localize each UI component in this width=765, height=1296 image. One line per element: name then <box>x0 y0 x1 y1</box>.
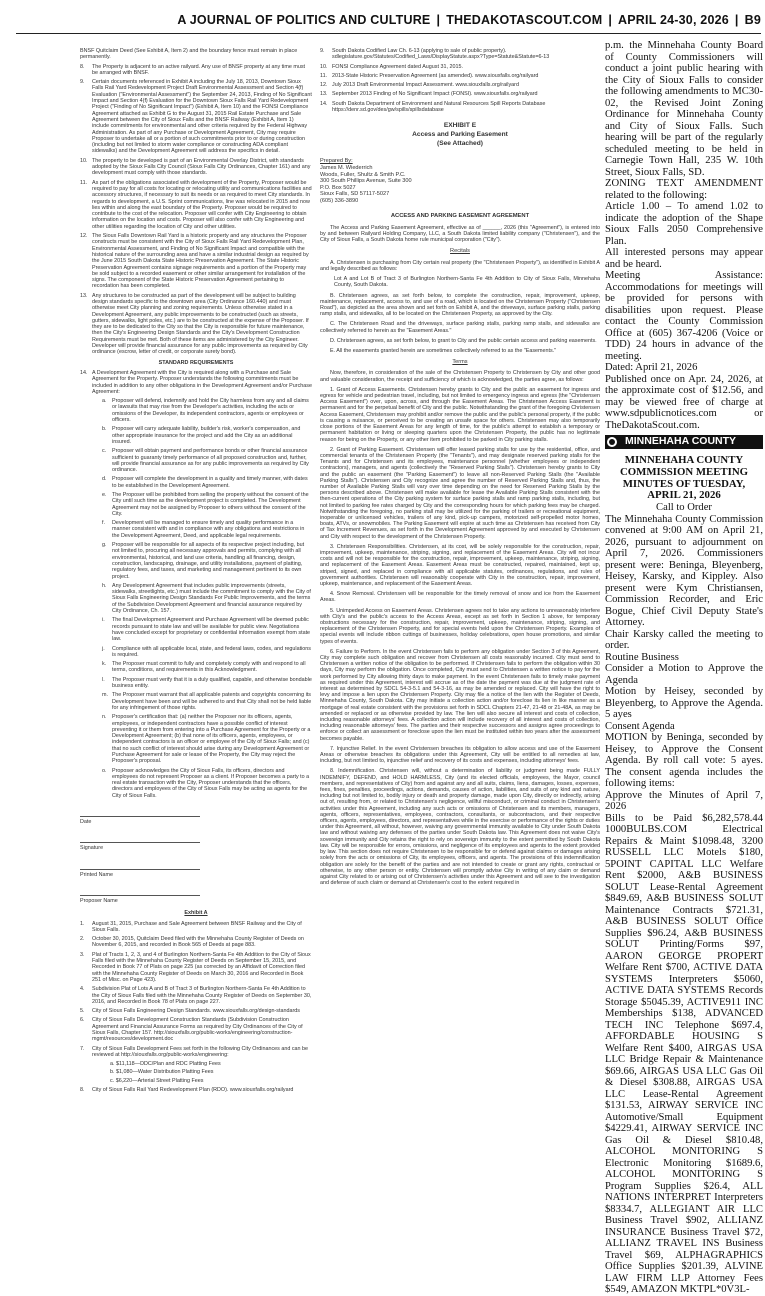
item-number: g. <box>102 542 107 549</box>
list-item <box>320 91 600 97</box>
standard-requirements-heading: STANDARD REQUIREMENTS <box>158 359 234 366</box>
list-item <box>80 180 312 230</box>
list-item <box>102 583 312 614</box>
minutes-paragraph: Consider a Motion to Approve the Agenda <box>605 663 763 686</box>
fee-items <box>80 1061 312 1093</box>
agreement-intro: The Access and Parking Easement Agreement, effective as of ______, 2026 (this "Agreement"), is entered into by and between Railyard Holding Company, LLC, a South Dakota limited liability company ("Christensen"), and the City of Sioux Falls, a South Dakota home rule municipal corporation ("City"). <box>320 224 600 244</box>
item-number: a. <box>102 398 107 405</box>
notice-paragraph: Published once on Apr. 24, 2026, at the approximate cost of $12.56, and may be viewed free of charge at www.sdpublicnotices.com or TheDakotaScout.com. <box>605 373 763 431</box>
term-paragraph: 4. Snow Removal. Christensen will be responsible for the timely removal of snow and ice from the Easement Areas. <box>320 591 600 604</box>
notice-paragraph: ZONING TEXT AMENDMENT related to the following: <box>605 178 763 201</box>
call-to-order-heading: Call to Order <box>656 502 712 514</box>
list-item <box>80 952 312 983</box>
term-paragraph: 3. Christensen Responsibilities. Christensen, at its cost, will be solely responsible for the construction, repair, improvement, upkeep, maintenance, striping, signing, and replacement of the Easement Areas. City will not incur costs and will not be responsible for the construction, repair, improvement, upkeep, maintenance, striping, signing, and replacement of the Easement Areas. Easement Areas must be constructed, repaired, maintained, kept up, striped, signed, and replaced in compliance with all applicable statutes, ordinances, regulations, and rules of government authorities. Christensen will reasonably cooperate with City in the construction, repair, improvement, upkeep, maintenance, and replacement of the Easement Areas. <box>320 543 600 587</box>
list-item <box>80 158 312 177</box>
notice-paragraph: Article 1.00 – To amend 1.02 to indicate the adoption of the Shape Sioux Falls 2050 Comprehensive Plan. <box>605 201 763 247</box>
term-paragraph: 7. Injunctive Relief. In the event Christensen breaches its obligation to allow access and use of the Easement Areas or otherwise breaches its obligations under this Agreement, City will be entitled to all remedies at law, including, but not limited to, injunctive relief and recovery of its costs and expenses, including attorneys' fees. <box>320 745 600 765</box>
page-number: B9 <box>744 13 761 27</box>
list-item <box>102 646 312 659</box>
exhibit-a-heading: Exhibit A <box>184 910 208 917</box>
signature-block <box>80 805 312 904</box>
list-item <box>80 1087 312 1093</box>
signature-label: Printed Name <box>80 871 113 878</box>
prepared-by-line: James M. Wiederrich <box>320 164 373 171</box>
document-middle-column <box>320 48 600 1128</box>
item-text: The Proposer must warrant that all applicable patents and copyrights concerning its Development have been and will be adhered to and that City shall not be held liable for any infringement of those rights. <box>112 692 312 711</box>
item-text: Proposer acknowledges the City of Sioux Falls, its officers, directors and employees do not represent Proposer as a client. If Proposer becomes a party to a real estate transaction with the City, Proposer understands that the officers, directors and employees of the City of Sioux Falls may be acting as agents for the City of Sioux Falls. <box>112 767 310 799</box>
item-text: October 30, 2015, Quitclaim Deed filed with the Minnehaha County Register of Deeds on November 6, 2015, and recorded in Book 565 of Deeds at page 883. <box>92 936 304 949</box>
item-number: 8. <box>80 63 85 70</box>
item-text: Proposer will defend, indemnify and hold the City harmless from any and all claims or lawsuits that may rise from the Developer's activities, including the acts or omissions of the Developer, its independent contractors, agents or employees or officers. <box>112 398 309 424</box>
list-item <box>80 64 312 77</box>
public-notices-column <box>605 40 763 1296</box>
item-text: The Proposer will be prohibited from selling the property without the consent of the City until such time as the development project is completed. The Development Agreement may not be assigned by Proposer to others without the consent of the City. <box>112 492 309 517</box>
fee-line: a. $11,118—DDC/Plan and RDC Platting Fees <box>110 1061 221 1068</box>
prepared-by-line: Woods, Fuller, Shultz & Smith P.C. <box>320 171 406 178</box>
item-text: July 2013 Draft Environmental Impact Assessment. www.siouxfalls.org/railyard <box>332 82 519 89</box>
agreement-title: ACCESS AND PARKING EASEMENT AGREEMENT <box>390 212 530 219</box>
recital-paragraph: B. Christensen agrees, as set forth below, to complete the construction, repair, improvement, upkeep, maintenance, replacement, access to, and use of a road, which is located on the Christensen Property ("Christensen Road"), as depicted as the area shown and set forth on Exhibit A, and the driveways, surface parking stalls, parking ramp stalls, and sidewalks, all to be located on the Christensen Property, as approved by the City. <box>320 292 600 318</box>
exhibit-a-items <box>80 921 312 1059</box>
item-number: i. <box>102 617 105 624</box>
notice-paragraph: p.m. the Minnehaha County Board of County Commissioners will conduct a joint public hearing with the City of Sioux Falls to consider the following amendments to MC30-02, the Revised Joint Zoning Ordinance for Minnehaha County and City of Sioux Falls. Such hearing will be part of the regularly scheduled meeting to be held in Carnegie Town Hall, 235 W. 10th Street, Sioux Falls, SD. <box>605 40 763 178</box>
list-item <box>80 1008 312 1014</box>
page-header <box>16 8 761 32</box>
list-item <box>102 714 312 764</box>
meeting-minutes-title: MINNEHAHA COUNTY COMMISSION MEETING MINUTES OF TUESDAY, APRIL 21, 2026 <box>619 454 749 502</box>
list-item <box>102 542 312 580</box>
item-number: 12. <box>320 82 328 89</box>
term-paragraph: 8. Indemnification. Christensen will, without a determination of liability or judgment being made FULLY INDEMNIFY, DEFEND, and HOLD HARMLESS, City (and its elected officials, employees, the Mayor, council members, and representatives of City) from and against any and all suits, claims, liens, damages, losses, expenses, fees, fines, penalties, proceedings, actions, demands, causes of action, liabilities, and suits of any kind and nature, including but not limited to, bodily injury or death and property damage, made upon City, directly or indirectly, arising out of, resulting from, or related to Christensen's negligence, willful misconduct, or criminal conduct in Christensen's activities under this Agreement, including any such acts or omissions of Christensen and its members, managers, agents, officers, representatives, employees, contractors, consultants, or subcontractors, and their respective officers, agents, employees, directors, and representatives while in the exercise or performance of the rights or duties under this Agreement, all without, however, waiving any governmental immunity available to City under South Dakota law and without waiving any defenses of the parties under South Dakota law. This Agreement does not waive City's sovereign immunity and City retains the right to rely on sovereign immunity to the extent permitted by South Dakota law. City will be responsible for errors, omissions, and negligence of its employees and agents to the extent provided by law. This section does not require Christensen to be responsible for or defend against claims or damages arising solely from the acts or omissions of City, its employees, officers, and agents. The provisions of this indemnification obligation are solely for the benefit of the parties and are not intended to create or grant any rights, contractual or otherwise, to any other person or entity. Christensen will promptly advise City in writing of any claim or demand against City related to or arising out of Christensen's activities under this Agreement and will see to the investigation and defense of such claim or demand at Christensen's cost to the extent required in <box>320 768 600 887</box>
site-name: THEDAKOTASCOUT.COM <box>446 13 603 27</box>
item-number: 3. <box>80 951 85 958</box>
header-separator: | <box>734 13 739 27</box>
recitals-heading: Recitals <box>450 248 470 255</box>
list-item <box>102 520 312 539</box>
left-top-text: BNSF Quitclaim Deed (See Exhibit A, Item 2) and the boundary fence must remain in place permanently. <box>80 48 298 61</box>
term-paragraph: 1. Grant of Access Easements. Christensen hereby grants to City and the public an easement for ingress and egress for vehicle and pedestrian travel, including, but not limited to emergency ingress and egress (the "Christensen Access Easement") over, upon, across, and through the Easement Areas. The Christensen Access Easement is permanent and for the perpetual benefit of City and the public. Notwithstanding the grant of the foregoing Christensen Access Easement, Christensen may prohibit and/or remove the public and the public's personal property, if the public is causing a nuisance, or perceived to be creating an unsafe space for others. Christensen may also temporarily close portions of the Easement Areas for any length of time, for the public's attempt to establish a temporary or permanent habitation or living or sleeping quarters upon the Christensen Property, the public has no legitimate reason for being on the Property, or any other item prohibited to be parked in City parking stalls. <box>320 386 600 443</box>
item-text: Proposer's certification that: (a) neither the Proposer nor its officers, agents, employees, or independent contractors have a possible conflict of interest preventing it or them from entering into a Purchase Agreement for the Property or a Development Agreement; (b) that none of its officers, agents, employees, or independent contractors is an officer or employee of the City of Sioux Falls; and (c) that no such conflict of interest should arise during any Development Agreement or Purchase Agreement for sale or lease of the Property, the City may reject the Proposer's proposal. <box>112 714 311 765</box>
item-number: o. <box>102 767 107 774</box>
signature-line <box>80 884 200 896</box>
item-number: 8. <box>80 1087 85 1094</box>
item-text: South Dakota Codified Law Ch. 6-13 (applying to sale of public property). sdlegislature.gov/Statutes/Codified_Laws/DisplayStatute.aspx?Type=Statute&Statute=6-13 <box>332 48 550 61</box>
item-number: 14. <box>80 369 88 376</box>
publication-tagline: A JOURNAL OF POLITICS AND CULTURE <box>177 13 431 27</box>
recital-paragraph: C. The Christensen Road and the driveways, surface parking stalls, parking ramp stalls, and sidewalks are collectively referred to herein as the "Easement Areas." <box>320 321 600 334</box>
prepared-by-line: Prepared By: <box>320 158 353 165</box>
list-item <box>320 101 600 114</box>
terms-heading: Terms <box>452 359 468 366</box>
item-text: Plat of Tracts 1, 2, 3, and 4 of Burlington Northern-Santa Fe 4th Addition to the City of Sioux Falls filed with the Minnehaha County Register of Deeds on September 15, 2015, and Recorded in Book 77 of Plats on page 225 (as corrected by an Affidavit of Correction filed with the Minnehaha County Register of Deeds on March 30, 2016 and Recorded in Book 251 of Misc. on Page 423). <box>92 951 311 983</box>
item-text: Certain documents referenced in Exhibit A including the July 18, 2013, Downtown Sioux Falls Rail Yard Redevelopment Project Draft Environmental Assessment and Section 4(f) Evaluation ("Environmental Assessment") the September 24, 2013, Finding of No Significant Impact and Section 4(f) Evaluation for the Downtown Sioux Falls Rail Yard Redevelopment Project ("Finding of No Significant Impact") (Exhibit A, Item 10) and the FONSI Compliance Agreement attached as Exhibit G to the August 31, 2015 Rail Estate Purchase and Sale Agreement between the City of Sioux Falls and the BNSF Railway (Exhibit A, Item 1) include commitments for environmental and other criteria required by the Federal Highway Administration. As part of any Purchase or Development Agreement, City may require Proposer to undertake all or a portion of such commitments prior to or during construction (including but not limited to storm water compliance or constructing ADA compliant sidewalks) and the Development Agreement will address the specifics in detail. <box>92 79 312 155</box>
list-item <box>102 617 312 642</box>
minutes-paragraph: Bills to be Paid $6,282,578.44 1000BULBS.COM Electrical Repairs & Maint $1098.48, 3200 RUSSELL LLC Motels $180, 5POINT CAPITAL LLC Welfare Rent $2000, A&B BUSINESS SOLUT Lease-Rental Agreement $849.69, A&B BUSINESS SOLUT Maintenance Contracts $721.31, A&B BUSINESS SOLUT Office Supplies $96.24, A&B BUSINESS SOLUT Printing/Forms $97, AARON GEORGE PROPERT Welfare Rent $700, ACTIVE DATA SYSTEMS Interpreters $5060, ACTIVE DATA SYSTEMS Records Storage $5045.39, ACTIVE911 INC Memberships $138, ADVANCED TECH INC Telephone $697.4, AFFORDABLE HOUSING S Welfare Rent $400, AIRGAS USA LLC Bridge Repair & Maintenance $69.66, AIRGAS USA LLC Gas Oil & Diesel $308.88, AIRGAS USA LLC Lease-Rental Agreement $131.53, AIRWAY SERVICE INC Automotive/Small Equipment $4229.41, AIRWAY SERVICE INC Gas Oil & Diesel $810.48, ALCOHOL MONITORING S Electronic Monitoring $1689.6, ALCOHOL MONITORING S Program Supplies $26.4, ALL NATIONS INTERPRET Interpreters $8334.7, ALLEGIANT AIR LLC Business Travel $902, ALLIANZ INSURANCE Business Travel $72, ALLIANZ TRAVEL INS Business Travel $69, ALPHAGRAPHICS Office Supplies $201.39, ALVINE LAW FIRM LLP Attorney Fees $549, AMAZON MKTPL*0V3L- <box>605 812 763 1296</box>
list-item <box>320 48 600 61</box>
item-text: City of Sioux Falls Development Construction Standards (Subdivision Construction Agreement and Financial Assurance Forms as required by City Ordinances of the City of Sioux Falls, Chapter 157. http://siouxfalls.org/public-works/engineering/construction-mgmt/resources/development.doc <box>92 1017 303 1043</box>
minutes-paragraph: Approve the Minutes of April 7, 2026 <box>605 789 763 813</box>
item-number: 2. <box>80 936 85 943</box>
prepared-by-line: Sioux Falls, SD 57117-5027 <box>320 191 390 198</box>
term-paragraph: 6. Failure to Perform. In the event Christensen fails to perform any obligation under Section 3 of this Agreement, City may complete such obligation and recover from Christensen all costs reasonably incurred. City must send to Christensen a written notice of the obligation to be performed. If Christensen fails to perform the obligation within 30 days, City may perform the obligation. Once completed, City must send to Christensen a written notice to pay for the work performed by City allowing thirty days to make payment. In the event Christensen fails to timely make payment as required under this Agreement, interest will accrue as of the date the payment was due at the judgment rate of interest as determined by SDCL 54-3-5.1 and 54-3-16, as may be amended or replaced. City will have the right to levy and impose a lien upon the Christensen Property. City may file a notice of the lien with the Register of Deeds, Minnehaha County, South Dakota. City may initiate a collection action and/or foreclose its lien in like manner as a mortgage of real estate consistent with the provisions set forth in SDCL Chapters 21-47, 21-48 or 21-48A, as may be amended or replaced or as otherwise provided by law. The lien will also secure all interest and costs of collection, including reasonable attorneys' fees. A collection action will include recovery of all interest and costs of collection, including reasonable attorneys' fees. The parties and their respective successors and assigns agree proceedings to enforce or collect an assessment or foreclose upon the lien must be instituted within two years after the assessment becomes payable. <box>320 648 600 742</box>
item-number: e. <box>102 492 107 498</box>
list-item <box>80 233 312 290</box>
list-item <box>102 492 312 517</box>
item-number: 1. <box>80 920 85 927</box>
item-text: City of Sioux Falls Engineering Design Standards. www.siouxfalls.org/design-standards <box>92 1008 300 1015</box>
list-item <box>320 82 600 88</box>
county-seal-icon <box>605 435 619 449</box>
prepared-by-line: P.O. Box 5027 <box>320 184 356 191</box>
minutes-paragraph: Routine Business <box>605 651 679 663</box>
exhibit-e-title: EXHIBIT E <box>443 122 477 130</box>
item-text: Development will be managed to ensure timely and quality performance in a manner consistent with and in compliance with any obligations and restrictions in the Development Agreement, Deed, and applicable legal requirements. <box>112 520 305 539</box>
signature-line <box>80 831 200 843</box>
recital-paragraph: A. Christensen is purchasing from City certain real property (the "Christensen Property"), as identified in Exhibit A and legally described as follows: <box>320 259 600 272</box>
item-number: 4. <box>80 986 85 993</box>
fee-line: b. $1,080—Water Distribution Platting Fees <box>110 1069 214 1076</box>
item-text: Proposer will obtain payment and performance bonds or other financial assurance sufficient to guaranty timely performance of all proposed construction and, further, will provide financial assurance as for any public improvements as required by City ordinance. <box>112 448 309 474</box>
middle-numbered-items <box>320 48 600 113</box>
notice-paragraph: Meeting Assistance: Accommodations for meetings will be provided for persons with disabilities upon request. Please contact the County Commission Office at (605) 367-4206 (Voice or TDD) 24 hours in advance of the meeting. <box>605 270 763 362</box>
item-text: The Proposer must commit to fully and completely comply with and respond to all terms, conditions, and requirements in this Acknowledgment. <box>112 661 306 674</box>
terms-list <box>320 387 600 886</box>
item-text: FONSI Compliance Agreement dated August 31, 2015. <box>332 63 463 70</box>
item-number: 10. <box>80 157 88 164</box>
prepared-by-block <box>320 158 600 204</box>
exhibit-e-note: (See Attached) <box>437 140 483 148</box>
list-item <box>80 370 312 395</box>
item-text: A Development Agreement with the City is required along with a Purchase and Sale Agreement for the Property. Proposer understands the following commitments must be included in addition to any other obligations in the Development Agreement and/or Purchase Agreement: <box>92 369 312 395</box>
recital-paragraph: Lot A and Lot B of Tract 3 of Burlington Northern-Santa Fe 4th Addition to City of Sioux Falls, Minnehaha County, South Dakota. <box>334 276 600 289</box>
item-number: b. <box>102 426 107 433</box>
list-item <box>102 476 312 489</box>
header-rule <box>16 33 761 34</box>
list-item <box>320 64 600 70</box>
exhibit-e-subtitle: Access and Parking Easement <box>412 131 508 139</box>
item-number: f. <box>102 520 105 527</box>
minutes-paragraph: The Minnehaha County Commission convened at 9:00 AM on April 21, 2026, pursuant to adjournment on April 7, 2026. Commissioners present were: Beninga, Bleyenberg, Heisey, Karsky, and Kippley. Also present were Kym Christiansen, Commission Recorder, and Eric Bogue, Chief Civil Deputy State's Attorney. <box>605 513 763 629</box>
item-number: 13. <box>80 292 88 299</box>
signature-line <box>80 805 200 817</box>
term-paragraph: 5. Unimpeded Access on Easement Areas. Christensen agrees not to take any actions to unreasonably interfere with City's and the public's access to the Access Areas, except as set forth in Section 1 above, for temporary obstructions necessary for the construction, repair, improvement, upkeep, maintenance, striping, signing, and replacement of the Christensen Property, and for special events held upon the Christensen Property. Examples of special events will include ribbon cuttings of businesses, holiday celebrations, open house promotions, and similar types of events. <box>320 607 600 645</box>
prepared-by-line: (605) 336-3890 <box>320 197 359 204</box>
recital-paragraph: D. Christensen agrees, as set forth below, to grant to City and the public certain access and parking easements. <box>330 337 597 344</box>
item-number: 13. <box>320 91 328 98</box>
item-text: Subdivision Plat of Lots A and B of Tract 3 of Burlington Northern-Santa Fe 4th Addition to the City of Sioux Falls filed with the Minnehaha County Register of Deeds on September 30, 2016, and Recorded in Book 78 of Plats on page 227. <box>92 986 312 1005</box>
item-number: k. <box>102 661 107 668</box>
item-text: South Dakota Department of Environment and Natural Resources Spill Reports Database https://denr.sd.gov/des/gw/spills/spillsdatabase <box>332 100 546 114</box>
list-item <box>102 661 312 674</box>
header-separator: | <box>608 13 613 27</box>
item-number: 10. <box>320 63 328 70</box>
recitals-list <box>320 260 600 354</box>
left-sub-items <box>80 398 312 799</box>
list-item <box>102 768 312 799</box>
prepared-by-line: 300 South Phillips Avenue, Suite 300 <box>320 178 412 185</box>
item-text: September 2013 Finding of No Significant Impact (FONSI). www.siouxfalls.org/railyard <box>332 91 538 98</box>
item-number: 7. <box>80 1045 85 1052</box>
list-item <box>80 921 312 934</box>
item-number: d. <box>102 476 107 483</box>
item-number: 6. <box>80 1017 85 1024</box>
issue-date: APRIL 24-30, 2026 <box>618 13 729 27</box>
item-text: Any Development Agreement that includes public improvements (streets, sidewalks, streetlights, etc.) must include the commitment to comply with the City of Sioux Falls Engineering Design Standards For Public Improvements, and the terms of the Subdivision Development Agreement and financial assurance required by City Ordinance, Ch. 157. <box>112 582 311 615</box>
document-left-column <box>80 48 312 1128</box>
item-text: Proposer will be responsible for all aspects of its respective project including, but not limited to, procuring all necessary approvals and permits, complying with all environmental, historical, and land use criteria, handling all financing, design, construction, landscaping, drainage, and utility installations, payment of platting, regulatory fees, and taxes, and marketing and management pertinent to its own project. <box>112 542 305 580</box>
signature-label: Proposer Name <box>80 897 118 904</box>
item-text: The Sioux Falls Downtown Rail Yard is a historic property and any structures the Proposer constructs must be consistent with the City of Sioux Falls Rail Yard Redevelopment Plan, Environmental Assessment, and Finding of No Significant Impact and compatible with the historical nature of the surrounding area and have a similar industrial design as required by the June 2015 South Dakota State Historic Preservation Agreement. The State Historic Preservation Agreement contains signage requirements and a portion of the Property may be sold subject to a recorded easement or other similar arrangement for installation of the signs. The component of the State Historic Preservation Agreement pertaining to recordation has been completed. <box>92 233 309 290</box>
list-item <box>80 1046 312 1059</box>
list-item <box>80 936 312 949</box>
item-text: As part of the obligations associated with development of the Property, Proposer would be required to pay for all costs for locating or relocating utility and communications facilities and accessory structures, if necessary to suit its needs or as required to meet City standards. In regards to development, a U.S. Sprint communications, line was relocated in 2015 and now lies within and along the east boundary of the Property. Proposer would be required to contribute to the cost of the relocation. Proposer will confer with City Engineering to obtain information on the location and costs. Proposer will also confer with City Engineering and other utilities regarding the location of City and other utilities. <box>92 179 312 230</box>
signature-label: Date <box>80 819 92 826</box>
item-text: August 31, 2015, Purchase and Sale Agreement between BNSF Railway and the City of Sioux Falls. <box>92 920 302 933</box>
list-item <box>80 293 312 356</box>
item-number: m. <box>102 692 108 699</box>
list-item <box>102 677 312 690</box>
item-number: 5. <box>80 1008 85 1015</box>
item-number: 9. <box>80 79 85 86</box>
item-text: The Property is adjacent to an active railyard. Any use of BNSF property at any time must be arranged with BNSF. <box>92 63 306 76</box>
item-text: The property to be developed is part of an Environmental Overlay District, with standards adopted by the Sioux Falls City Council (Sioux Falls City Ordinances, Chapter 161) and any development must comply with those standards. <box>92 157 311 177</box>
list-item <box>102 448 312 473</box>
meeting-minutes-body <box>605 514 763 1296</box>
list-item <box>320 73 600 79</box>
item-number: j. <box>102 645 105 652</box>
item-text: Proposer will carry adequate liability, builder's risk, worker's compensation, and other appropriate insurance for the project and add the City as an additional insured. <box>112 426 301 445</box>
item-text: The Proposer must verify that it is a duly qualified, capable, and otherwise bondable business entity. <box>112 676 312 690</box>
list-item <box>80 79 312 155</box>
minnehaha-county-banner <box>605 435 763 449</box>
item-text: City of Sioux Falls Rail Yard Redevelopment Plan (RDO). www.siouxfalls.org/railyard <box>92 1087 294 1094</box>
item-number: 14. <box>320 100 328 107</box>
banner-label: MINNEHAHA COUNTY <box>625 435 737 448</box>
fee-line: c. $6,220—Arterial Street Platting Fees <box>110 1077 204 1084</box>
item-number: n. <box>102 714 107 721</box>
zoning-notice <box>605 40 763 431</box>
left-numbered-items <box>80 64 312 356</box>
item-text: City of Sioux Falls Development Fees set forth in the following City Ordinances and can be reviewed at http://siouxfalls.org/public-works/engineering: <box>92 1045 309 1058</box>
notice-paragraph: All interested persons may appear and be heard. <box>605 247 763 270</box>
item-text: Compliance with all applicable local, state, and federal laws, codes, and regulations is required. <box>112 645 311 658</box>
header-separator: | <box>436 13 441 27</box>
list-item <box>80 986 312 1005</box>
terms-intro: Now, therefore, in consideration of the sale of the Christensen Property to Christensen by City and other good and valuable consideration, the receipt and sufficiency of which is acknowledged, the parties agree, as follows: <box>320 370 600 383</box>
recital-paragraph: E. All the easements granted herein are sometimes collectively referred to as the "Easements." <box>330 347 557 354</box>
item-text: Proposer will complete the development in a quality and timely manner, with dates to be established in the Development Agreement. <box>112 476 308 489</box>
list-item <box>80 1017 312 1042</box>
minutes-paragraph: Chair Karsky called the meeting to order. <box>605 628 763 652</box>
notice-paragraph: Dated: April 21, 2026 <box>605 362 698 373</box>
minutes-paragraph: Motion by Heisey, seconded by Bleyenberg, to Approve the Agenda. 5 ayes <box>605 686 763 721</box>
item-number: 11. <box>320 72 328 79</box>
item-number: 9. <box>320 48 325 54</box>
item-text: Any structures to be constructed as part of the development will be subject to building design standards specific to the downtown area (City Ordinance 160.440) and must otherwise meet City planning and zoning requirements. Unless otherwise stated in a Development Agreement, any public improvements to be constructed (such as streets, gutters, sidewalks, light poles, etc.) are to be constructed at the expense of the Proposer. If they are to be dedicated to the City so that the City is responsible for future maintenance, then the City's Engineering Design Standards and the City's Development Construction Requirements must be met. Both of these items are administered by the City Engineer. Developer will provide financial assurance for any public improvements as required by City ordinance (escrow, letter of credit, or corporate surety bond). <box>92 292 309 356</box>
signature-line <box>80 858 200 870</box>
list-item <box>102 398 312 423</box>
minutes-paragraph: Consent Agenda <box>605 720 675 732</box>
item-number: 11. <box>80 179 88 186</box>
item-number: c. <box>102 448 107 455</box>
term-paragraph: 2. Grant of Parking Easement. Christensen will offer leased parking stalls for use by the residential, office, and commercial tenants of the Christensen Property (the "Tenants"), and may designate reserved parking stalls for the Tenants and for Christensen and its employees, maintenance personnel (whether employees or independent contractors), managers, and agents (collectively the "Reserved Parking Stalls"). Christensen hereby grants to City and the public an easement (the "Parking Easement") to leave all non-Reserved Parking Stalls (the "Available Parking Stalls"). Christensen and City recognize and agree the number of Reserved Parking Stalls and, thus, the number of Available Parking Stalls will vary over time depending on the need for Reserved Parking Stalls by the persons described above. Christensen will make available for lease the Available Parking Stalls consistent with the then-current operations of the City parking system for surface parking stalls and ramp parking stalls, including, but not limited to parking fee rates charged by City and the corresponding hours for which parking fees may be charged. Notwithstanding the foregoing, no parking stall may be utilized for the parking of trailers or recreational equipment, inoperable or unlicensed vehicles, trailers of any kind, pick-up campers, motorized self-propelled motor homes, boats, ATVs, or snowmobiles. The Parking Easement will expire at such time as Christensen has received from City of Tax Increment Revenues, as set forth in the Development Agreement approved by and executed by Christensen and City with respect to the development of the Christensen Property. <box>320 446 600 540</box>
list-item <box>102 426 312 445</box>
item-number: h. <box>102 582 107 589</box>
signature-label: Signature <box>80 845 104 852</box>
item-text: The final Development Agreement and Purchase Agreement will be deemed public records pursuant to state law and will be available for public view. Negotiations have concluded except for proprietary or confidential information exempt from state law. <box>112 617 311 643</box>
item-text: 2013-State Historic Preservation Agreement (as amended). www.siouxfalls.org/railyard <box>332 72 539 79</box>
item-number: 12. <box>80 233 88 240</box>
minutes-paragraph: MOTION by Beninga, seconded by Heisey, to Approve the Consent Agenda. By roll call vote: 5 ayes. The consent agenda includes the following items: <box>605 732 763 790</box>
item-number: l. <box>102 676 105 683</box>
list-item <box>102 692 312 711</box>
